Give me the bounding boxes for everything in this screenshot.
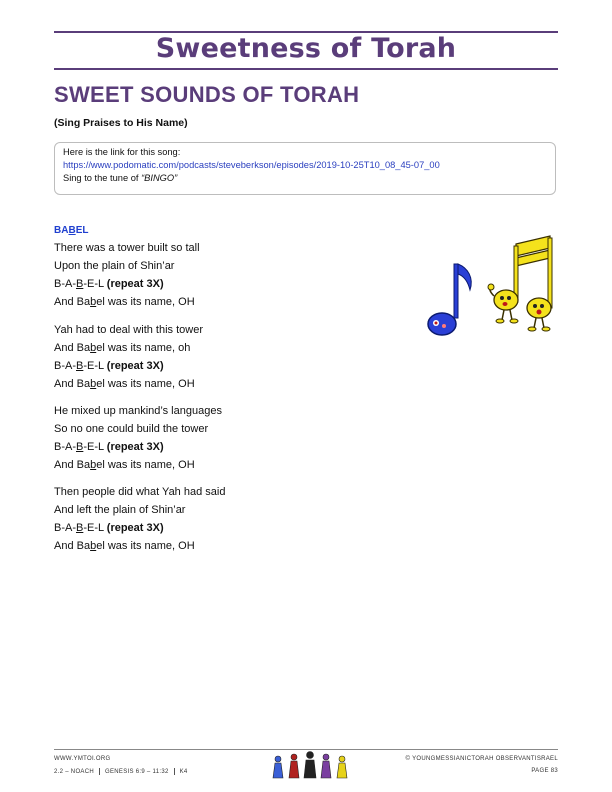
spell-part: B-A-	[54, 522, 76, 534]
footer-page-number: PAGE 83	[531, 768, 558, 774]
lyric-part: And Ba	[54, 296, 91, 308]
song-link[interactable]: https://www.podomatic.com/podcasts/steveberkson/episodes/2019-10-25T10_08_45-07_00	[63, 160, 440, 170]
section-heading: SWEET SOUNDS OF TORAH	[54, 82, 360, 107]
lyric-part: And Ba	[54, 540, 91, 552]
repeat-instruction: (repeat 3X)	[106, 278, 164, 290]
lyric-line: And left the plain of Shin’ar	[54, 504, 186, 516]
tune-prefix: Sing to the tune of	[63, 173, 142, 183]
link-intro: Here is the link for this song:	[63, 147, 181, 157]
spell-part: -E-L	[83, 441, 107, 453]
song-title	[54, 225, 88, 236]
footer-site: WWW.YMTOI.ORG	[54, 756, 111, 762]
footer-separator	[99, 768, 100, 775]
lyric-line: Yah had to deal with this tower	[54, 324, 203, 336]
lyric-line: He mixed up mankind’s languages	[54, 405, 222, 417]
lyric-part: el was its name, OH	[96, 296, 195, 308]
footer-lesson-info	[54, 768, 188, 775]
spell-underlined-letter: B	[76, 441, 84, 453]
tune-name: “BINGO”	[141, 173, 178, 183]
song-title-underlined-letter: B	[68, 225, 76, 236]
lyric-part: And Ba	[54, 342, 91, 354]
spelling-line	[54, 357, 203, 375]
lyric-line: So no one could build the tower	[54, 423, 209, 435]
tune-line	[63, 172, 555, 185]
spell-part: -E-L	[83, 522, 107, 534]
verse-4	[54, 483, 225, 555]
song-link-box	[54, 142, 556, 195]
header-bottom-rule	[54, 68, 558, 70]
footer-reference: GENESIS 6:9 – 11:32	[104, 769, 169, 776]
lyric-part: And Ba	[54, 378, 91, 390]
verse-3	[54, 402, 222, 474]
page-title: Sweetness of Torah	[155, 33, 457, 64]
lyric-part: el was its name, OH	[96, 459, 195, 471]
song-title-part: EL	[75, 225, 89, 236]
lyric-line: Upon the plain of Shin’ar	[54, 260, 175, 272]
lyric-part: el was its name, OH	[96, 540, 195, 552]
lyric-line	[54, 537, 225, 555]
spell-underlined-letter: B	[76, 278, 84, 290]
lyric-line	[54, 293, 200, 311]
footer-separator	[174, 768, 175, 775]
lyric-part: And Ba	[54, 459, 91, 471]
spell-underlined-letter: B	[76, 522, 84, 534]
spelling-line	[54, 275, 200, 293]
blue-music-note-icon	[428, 264, 471, 335]
lyric-part: el was its name, oh	[96, 342, 191, 354]
music-notes-illustration	[420, 232, 560, 344]
footer-lesson: 2.2 – NOACH	[54, 769, 94, 776]
verse-1	[54, 239, 200, 311]
yellow-double-note-icon	[488, 236, 552, 331]
lyric-line	[54, 375, 203, 393]
section-subheading: (Sing Praises to His Name)	[54, 117, 188, 129]
children-figures-logo	[270, 750, 350, 780]
spell-part: B-A-	[54, 441, 76, 453]
lyric-underlined-letter: b	[90, 540, 97, 552]
lyric-part: el was its name, OH	[96, 378, 195, 390]
footer-age: K4	[179, 769, 188, 776]
spell-part: B-A-	[54, 360, 76, 372]
lyric-line: There was a tower built so tall	[54, 242, 200, 254]
lyric-line	[54, 339, 203, 357]
verse-2	[54, 321, 203, 393]
lyric-underlined-letter: b	[90, 296, 97, 308]
repeat-instruction: (repeat 3X)	[106, 360, 164, 372]
spelling-line	[54, 519, 225, 537]
spell-part: -E-L	[83, 278, 107, 290]
spell-part: -E-L	[83, 360, 107, 372]
footer-copyright: © YOUNGMESSIANICTORAH OBSERVANTISRAEL	[405, 756, 558, 762]
repeat-instruction: (repeat 3X)	[106, 441, 164, 453]
song-title-part: BA	[54, 225, 69, 236]
spell-underlined-letter: B	[76, 360, 84, 372]
lyric-underlined-letter: b	[90, 342, 97, 354]
repeat-instruction: (repeat 3X)	[106, 522, 164, 534]
lyric-underlined-letter: b	[90, 378, 97, 390]
spelling-line	[54, 438, 222, 456]
lyric-underlined-letter: b	[90, 459, 97, 471]
spell-part: B-A-	[54, 278, 76, 290]
lyric-line	[54, 456, 222, 474]
lyric-line: Then people did what Yah had said	[54, 486, 226, 498]
